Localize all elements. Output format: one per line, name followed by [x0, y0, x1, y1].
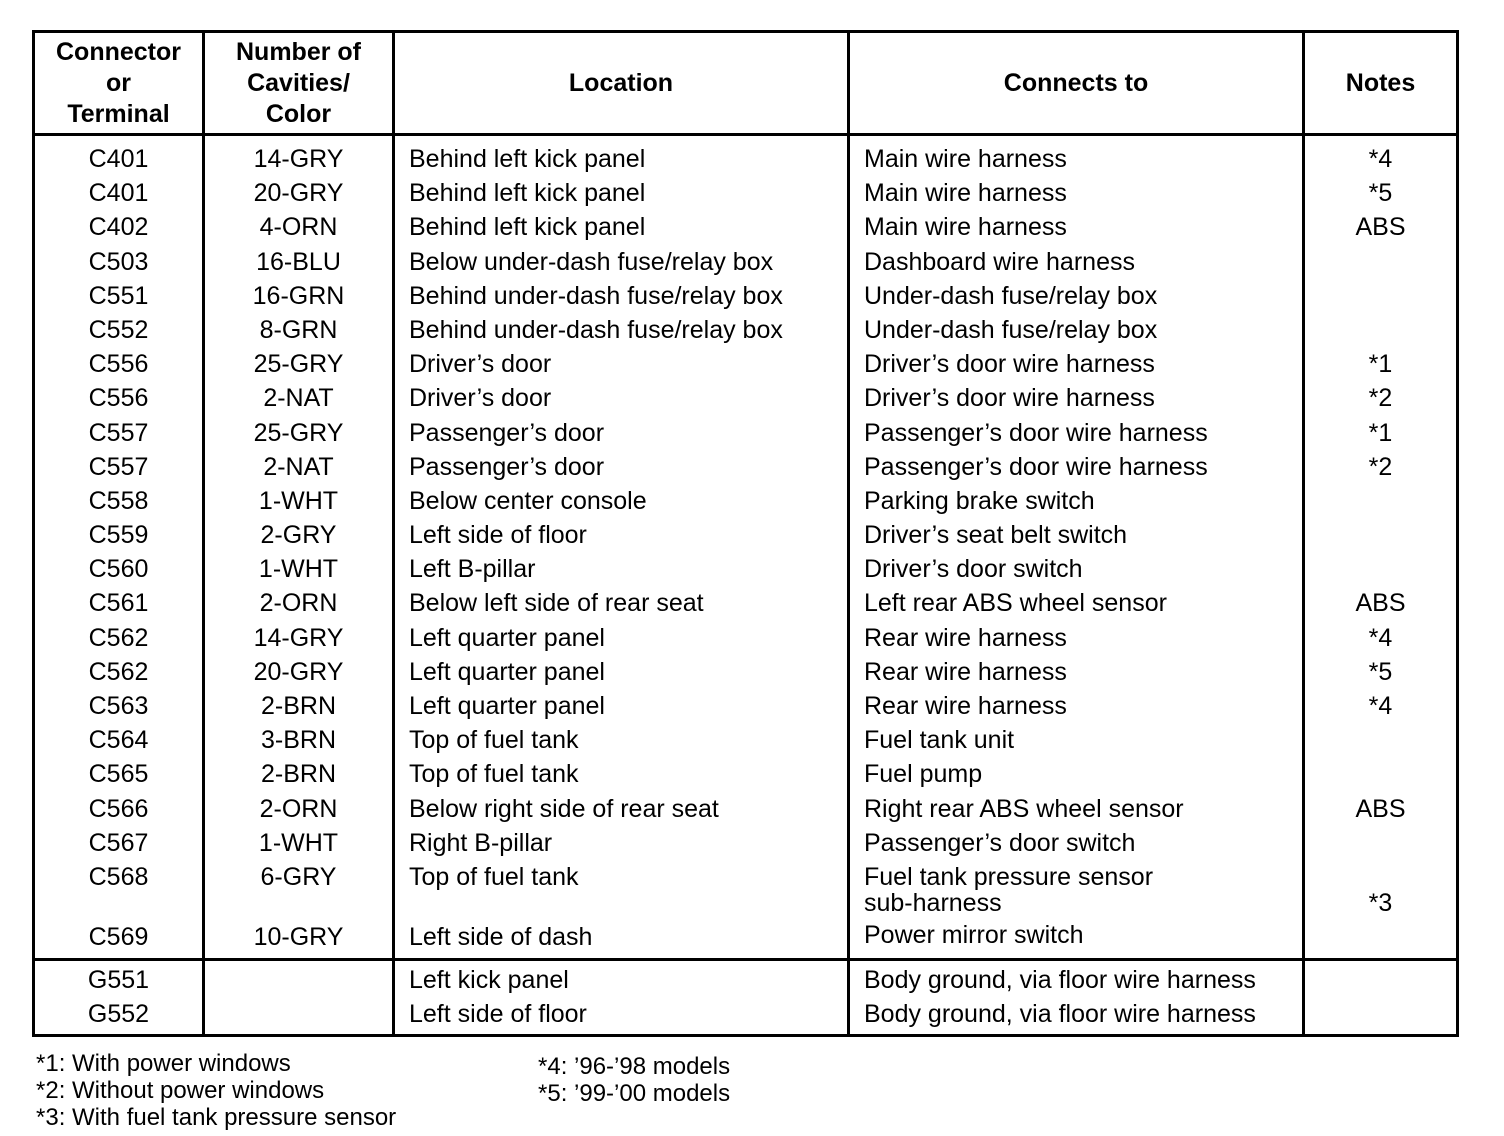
table-row-connector: C564 — [88, 726, 149, 755]
ground-row-connector: G551 — [87, 966, 150, 995]
footnote-1: *1: With power windows — [36, 1050, 291, 1077]
table-row-location: Behind left kick panel — [409, 179, 646, 208]
ground-row-location: Left kick panel — [409, 966, 569, 995]
table-row-connector: C557 — [88, 452, 149, 481]
table-row-connects-to: Driver’s door wire harness — [864, 350, 1155, 379]
footnote-2: *2: Without power windows — [36, 1077, 325, 1104]
ground-rows-block — [34, 960, 1458, 1035]
table-row-connects-to: Left rear ABS wheel sensor — [864, 589, 1167, 618]
table-row-location: Behind under-dash fuse/relay box — [409, 281, 783, 310]
ground-row-connects-to: Body ground, via floor wire harness — [864, 966, 1256, 995]
table-row-connects-to: Passenger’s door wire harness — [864, 452, 1208, 481]
table-row-cavities: 16-BLU — [256, 247, 341, 276]
table-row-location: Driver’s door — [409, 350, 552, 379]
ground-row-notes — [1305, 997, 1456, 1031]
header-connects-to: Connects to — [849, 32, 1304, 135]
table-row-connects-to: Driver’s seat belt switch — [864, 521, 1128, 550]
table-row-cavities: 10-GRY — [253, 922, 344, 951]
footnote-4: *4: ’96-’98 models — [538, 1053, 731, 1080]
table-row-location: Left side of dash — [409, 922, 593, 951]
table-row-cavities: 14-GRY — [253, 623, 344, 652]
ground-location-column — [394, 960, 849, 1035]
table-row-location: Below left side of rear seat — [409, 589, 704, 618]
table-row-connects-to: Main wire harness — [864, 213, 1067, 242]
table-row-connector: C566 — [88, 794, 149, 823]
table-row-connector: C562 — [88, 623, 149, 652]
table-row-location: Left quarter panel — [409, 657, 605, 686]
table-row-cavities: 25-GRY — [253, 350, 344, 379]
table-row-notes — [1305, 484, 1456, 518]
table-row-connects-to: Fuel pump — [864, 760, 983, 789]
table-row-connects-to-line: Fuel tank pressure sensor — [864, 862, 1154, 891]
table-row-connects-to: Fuel tank unit — [864, 726, 1015, 755]
ground-row-connects-to: Body ground, via floor wire harness — [864, 1000, 1256, 1029]
table-row-cavities: 2-BRN — [260, 760, 336, 789]
table-row-cavities: 1-WHT — [258, 486, 339, 515]
connector-column — [34, 135, 204, 960]
table-row-cavities: 2-GRY — [260, 521, 337, 550]
table-row-cavities: 2-NAT — [263, 384, 334, 413]
table-row-location: Top of fuel tank — [409, 862, 579, 891]
header-connector-line: Connector — [56, 37, 181, 66]
table-row-connects-to: Rear wire harness — [864, 623, 1067, 652]
footnote-5: *5: ’99-’00 models — [538, 1080, 731, 1107]
ground-row-cavities — [205, 963, 392, 997]
table-row-cavities: 2-ORN — [259, 794, 338, 823]
table-row-connector: C565 — [88, 760, 149, 789]
table-row-connects-to: Power mirror switch — [864, 920, 1084, 949]
table-row-location: Top of fuel tank — [409, 760, 579, 789]
location-column — [394, 135, 849, 960]
table-row-connects-to: Rear wire harness — [864, 692, 1067, 720]
header-connector-line: Terminal — [67, 99, 170, 128]
table-row-connects-to — [864, 860, 1302, 918]
table-row-notes — [1305, 518, 1456, 552]
table-row-location: Left B-pillar — [409, 555, 536, 584]
header-cavities — [204, 32, 394, 135]
table-row-notes: ABS — [1355, 589, 1406, 618]
header-connector-line: or — [106, 68, 131, 97]
header-cavities-line: Cavities/ — [247, 68, 350, 97]
table-row-notes — [1305, 723, 1456, 757]
table-row-location: Passenger’s door — [409, 418, 605, 447]
table-row-connector: C503 — [88, 247, 149, 276]
table-row-connector: C556 — [88, 350, 149, 379]
table-row-connector: C567 — [88, 828, 149, 857]
table-row-connector: C568 — [88, 862, 149, 891]
connects-to-column — [849, 135, 1304, 960]
footnotes — [36, 1050, 1036, 1136]
header-row — [34, 32, 1458, 135]
table-row-notes: *1 — [1368, 418, 1393, 447]
table-header — [34, 32, 1458, 135]
header-cavities-line: Number of — [236, 37, 361, 66]
connector-table — [32, 30, 1459, 1037]
table-row-cavities: 2-NAT — [263, 452, 334, 481]
table-row-connector: C556 — [88, 384, 149, 413]
cavities-column — [204, 135, 394, 960]
table-row-location: Below center console — [409, 486, 647, 515]
table-row-connector: C562 — [88, 657, 149, 686]
table-row-notes: *5 — [1368, 179, 1393, 208]
table-row-connects-to: Dashboard wire harness — [864, 247, 1135, 276]
table-row-notes — [1305, 826, 1456, 860]
table-row-connector: C402 — [88, 213, 149, 242]
table-row-location: Left side of floor — [409, 521, 587, 550]
table-row-connector: C401 — [88, 145, 149, 173]
table-row-connects-to: Main wire harness — [864, 179, 1067, 208]
table-row-connects-to: Passenger’s door wire harness — [864, 418, 1208, 447]
table-row-connects-to: Right rear ABS wheel sensor — [864, 794, 1184, 823]
table-row-location: Below under-dash fuse/relay box — [409, 247, 774, 276]
header-cavities-line: Color — [265, 99, 332, 128]
ground-connector-column — [34, 960, 204, 1035]
table-row-cavities: 2-ORN — [259, 589, 338, 618]
footnote-3: *3: With fuel tank pressure sensor — [36, 1104, 397, 1131]
table-row-connector: C558 — [88, 486, 149, 515]
ground-connects-to-column — [849, 960, 1304, 1035]
table-row-connects-to: Driver’s door switch — [864, 555, 1083, 584]
table-row-connector: C569 — [88, 922, 149, 951]
table-row-connects-to-line: sub-harness — [864, 888, 1002, 917]
table-row-notes: *3 — [1368, 888, 1393, 917]
table-row-cavities: 3-BRN — [260, 726, 336, 755]
ground-row-location: Left side of floor — [409, 1000, 587, 1029]
table-row-connector: C401 — [88, 179, 149, 208]
table-row-cavities: 20-GRY — [253, 657, 344, 686]
table-row-connects-to: Under-dash fuse/relay box — [864, 281, 1158, 310]
table-row-connector: C557 — [88, 418, 149, 447]
table-row-connector: C560 — [88, 555, 149, 584]
header-location: Location — [394, 32, 849, 135]
table-row-cavities: 8-GRN — [259, 315, 338, 344]
table-row-connector: C551 — [88, 281, 149, 310]
table-row-location: Top of fuel tank — [409, 726, 579, 755]
table-row-notes — [1305, 757, 1456, 791]
table-row-notes: ABS — [1355, 213, 1406, 242]
table-row-connector: C561 — [88, 589, 149, 618]
table-row-location: Behind left kick panel — [409, 213, 646, 242]
connector-table-document — [32, 30, 1456, 1037]
table-row-cavities: 14-GRY — [253, 145, 344, 173]
table-row-notes — [1305, 279, 1456, 313]
table-row-notes: *4 — [1368, 145, 1393, 173]
header-notes: Notes — [1304, 32, 1458, 135]
table-row-connects-to: Parking brake switch — [864, 486, 1095, 515]
table-row-location: Left quarter panel — [409, 623, 605, 652]
table-row-location: Behind under-dash fuse/relay box — [409, 315, 783, 344]
table-row-notes — [1305, 552, 1456, 586]
table-row-connects-to: Driver’s door wire harness — [864, 384, 1155, 413]
table-row-connector: C563 — [88, 692, 149, 720]
table-row-location: Left quarter panel — [409, 692, 605, 720]
table-row-connector: C552 — [88, 315, 149, 344]
table-row-connects-to: Passenger’s door switch — [864, 828, 1136, 857]
table-row-notes — [1305, 313, 1456, 347]
table-row-cavities: 25-GRY — [253, 418, 344, 447]
table-row-cavities: 20-GRY — [253, 179, 344, 208]
header-connector — [34, 32, 204, 135]
connector-rows — [34, 135, 1458, 960]
ground-cavities-column — [204, 960, 394, 1035]
table-row-location: Driver’s door — [409, 384, 552, 413]
table-row-cavities: 16-GRN — [252, 281, 345, 310]
ground-notes-column — [1304, 960, 1458, 1035]
table-row-connects-to: Rear wire harness — [864, 657, 1067, 686]
connector-rows-block — [34, 135, 1458, 960]
table-row-connector: C559 — [88, 521, 149, 550]
ground-row-cavities — [205, 997, 392, 1031]
table-row-notes — [1305, 920, 1456, 954]
table-row-notes: *4 — [1368, 623, 1393, 652]
table-row-cavities: 1-WHT — [258, 555, 339, 584]
table-row-notes: *2 — [1368, 384, 1393, 413]
table-row-notes — [1305, 245, 1456, 279]
ground-row-connector: G552 — [87, 1000, 150, 1029]
table-row-cavities: 2-BRN — [260, 692, 336, 720]
table-row-cavities: 6-GRY — [260, 862, 337, 891]
table-row-location: Passenger’s door — [409, 452, 605, 481]
table-row-notes: *1 — [1368, 350, 1393, 379]
table-row-location: Right B-pillar — [409, 828, 553, 857]
table-row-cavities: 1-WHT — [258, 828, 339, 857]
table-row-notes: ABS — [1355, 794, 1406, 823]
table-row-location: Behind left kick panel — [409, 145, 646, 173]
notes-column — [1304, 135, 1458, 960]
ground-rows — [34, 960, 1458, 1035]
table-row-connects-to: Main wire harness — [864, 145, 1067, 173]
ground-row-notes — [1305, 963, 1456, 997]
table-row-location: Below right side of rear seat — [409, 794, 719, 823]
table-row-notes: *4 — [1368, 692, 1393, 720]
table-row-cavities: 4-ORN — [259, 213, 338, 242]
table-row-notes: *2 — [1368, 452, 1393, 481]
table-row-connects-to: Under-dash fuse/relay box — [864, 315, 1158, 344]
table-row-notes: *5 — [1368, 657, 1393, 686]
